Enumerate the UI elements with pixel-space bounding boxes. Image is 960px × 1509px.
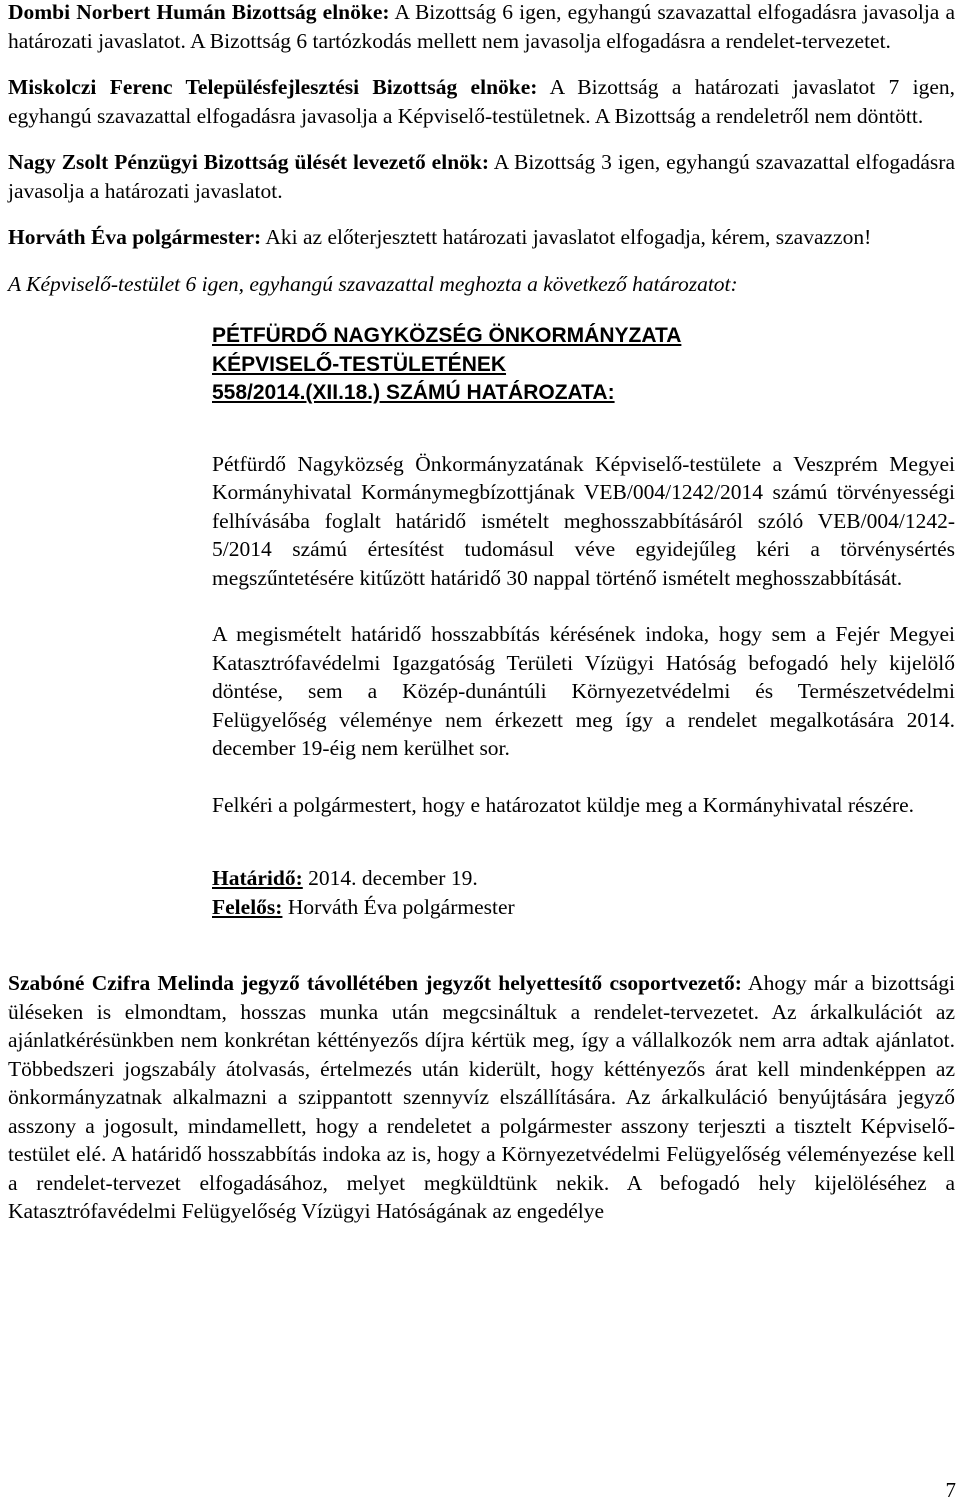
statement-text: A Bizottság 6 igen, egyhangú szavazattal elfogadásra javasolja a határozati javaslatot. A Bizottság 6 tartózkodás mellett nem javasolja elfogadásra a rendelet-tervezetet. — [8, 0, 955, 53]
resolution-body — [212, 450, 955, 922]
responsible-label: Felelős: — [212, 894, 283, 919]
resolution-paragraph-1: Pétfürdő Nagyközség Önkormányzatának Képviselő-testülete a Veszprém Megyei Kormányhivatal Kormánymegbízottjának VEB/004/1242/2014 számú törvényességi felhívásába foglalt határidő ismételt meghosszabbításáról szóló VEB/004/1242-5/2014 számú értesítést tudomásul véve egyidejűleg kéri a törvénysértés megszűntetésére kitűzött határidő 30 nappal történő ismételt meghosszabbítását. — [212, 451, 955, 590]
statement-text: A Bizottság 3 igen, egyhangú szavazattal elfogadásra javasolja a határozati javaslatot. — [8, 150, 956, 203]
speaker-name: Horváth Éva polgármester: — [8, 225, 262, 249]
dombi-statement — [8, 0, 955, 55]
statement-text: Aki az előterjesztett határozati javaslatot elfogadja, kérem, szavazzon! — [261, 225, 872, 249]
resolution-paragraph-3: Felkéri a polgármestert, hogy e határozatot küldje meg a Kormányhivatal részére. — [212, 792, 915, 817]
heading-line-1: PÉTFÜRDŐ NAGYKÖZSÉG ÖNKORMÁNYZATA — [212, 324, 682, 347]
speaker-name: Nagy Zsolt Pénzügyi Bizottság ülését levezető elnök: — [8, 150, 490, 174]
deadline-label: Határidő: — [212, 866, 303, 890]
speaker-name: Dombi Norbert Humán Bizottság elnöke: — [8, 0, 390, 24]
szabone-statement — [8, 969, 955, 1226]
statement-text: Ahogy már a bizottsági üléseken is elmondtam, hosszas munka után megcsináltuk a rendelet-tervezetet. Az árkalkulációt az ajánlatkérésünkben nem konkrétan kéttényezős díjra kértük meg, így a vállalkozók nem arra adtak ajánlatot. Többedszeri jogszabály átolvasás, értelmezés után kiderült, hogy kéttényezős árat kell mindenképpen az önkormányzatnak alkalmazni a szippantott szennyvíz elszállítására. Az árkalkuláció benyújtására jegyző asszony a jogosult, mindamellett, hogy a rendeletet a polgármester asszony terjeszti a tisztelt Képviselő-testület elé. A határidő hosszabbítás indoka az is, hogy a Környezetvédelmi Felügyelőség véleményezése kell a rendelet-tervezet elfogadásához, melyet megküldtünk nekik. A befogadó hely kijelöléséhez a Katasztrófavédelmi Felügyelőség Vízügyi Hatóságának az engedélye — [8, 971, 955, 1223]
deadline-block — [212, 864, 955, 921]
statement-text: A Bizottság a határozati javaslatot 7 igen, egyhangú szavazattal elfogadásra javasolja a Képviselő-testületnek. A Bizottság a rendeletről nem döntött. — [8, 75, 955, 128]
resolution-paragraph-2: A megismételt határidő hosszabbítás kérésének indoka, hogy sem a Fejér Megyei Katasztrófavédelmi Igazgatóság Területi Vízügyi Hatóság befogadó hely kijelölő döntése, sem a Közép-dunántúli Környezetvédelmi és Természetvédelmi Felügyelőség véleménye nem érkezett meg így a rendelet megalkotására 2014. december 19-éig nem kerülhet sor. — [212, 622, 955, 760]
document-page — [8, 0, 955, 1226]
responsible-line — [212, 893, 955, 922]
speaker-name: Miskolczi Ferenc Településfejlesztési Bizottság elnöke: — [8, 75, 538, 99]
deadline-value: 2014. december 19. — [302, 866, 478, 890]
speaker-name: Szabóné Czifra Melinda jegyző távollétében jegyzőt helyettesítő csoportvezető: — [8, 971, 742, 995]
heading-line-2: KÉPVISELŐ-TESTÜLETÉNEK — [212, 352, 507, 376]
page-number: 7 — [945, 1478, 956, 1502]
nagy-statement — [8, 148, 955, 205]
responsible-value: Horváth Éva polgármester — [282, 894, 515, 919]
resolution-heading — [212, 322, 955, 408]
horvath-statement — [8, 223, 955, 252]
deadline-line — [212, 864, 955, 893]
miskolczi-statement — [8, 73, 955, 130]
vote-result: A Képviselő-testület 6 igen, egyhangú szavazattal meghozta a következő határozatot: — [8, 271, 738, 296]
heading-line-3: 558/2014.(XII.18.) SZÁMÚ HATÁROZATA: — [212, 381, 615, 404]
